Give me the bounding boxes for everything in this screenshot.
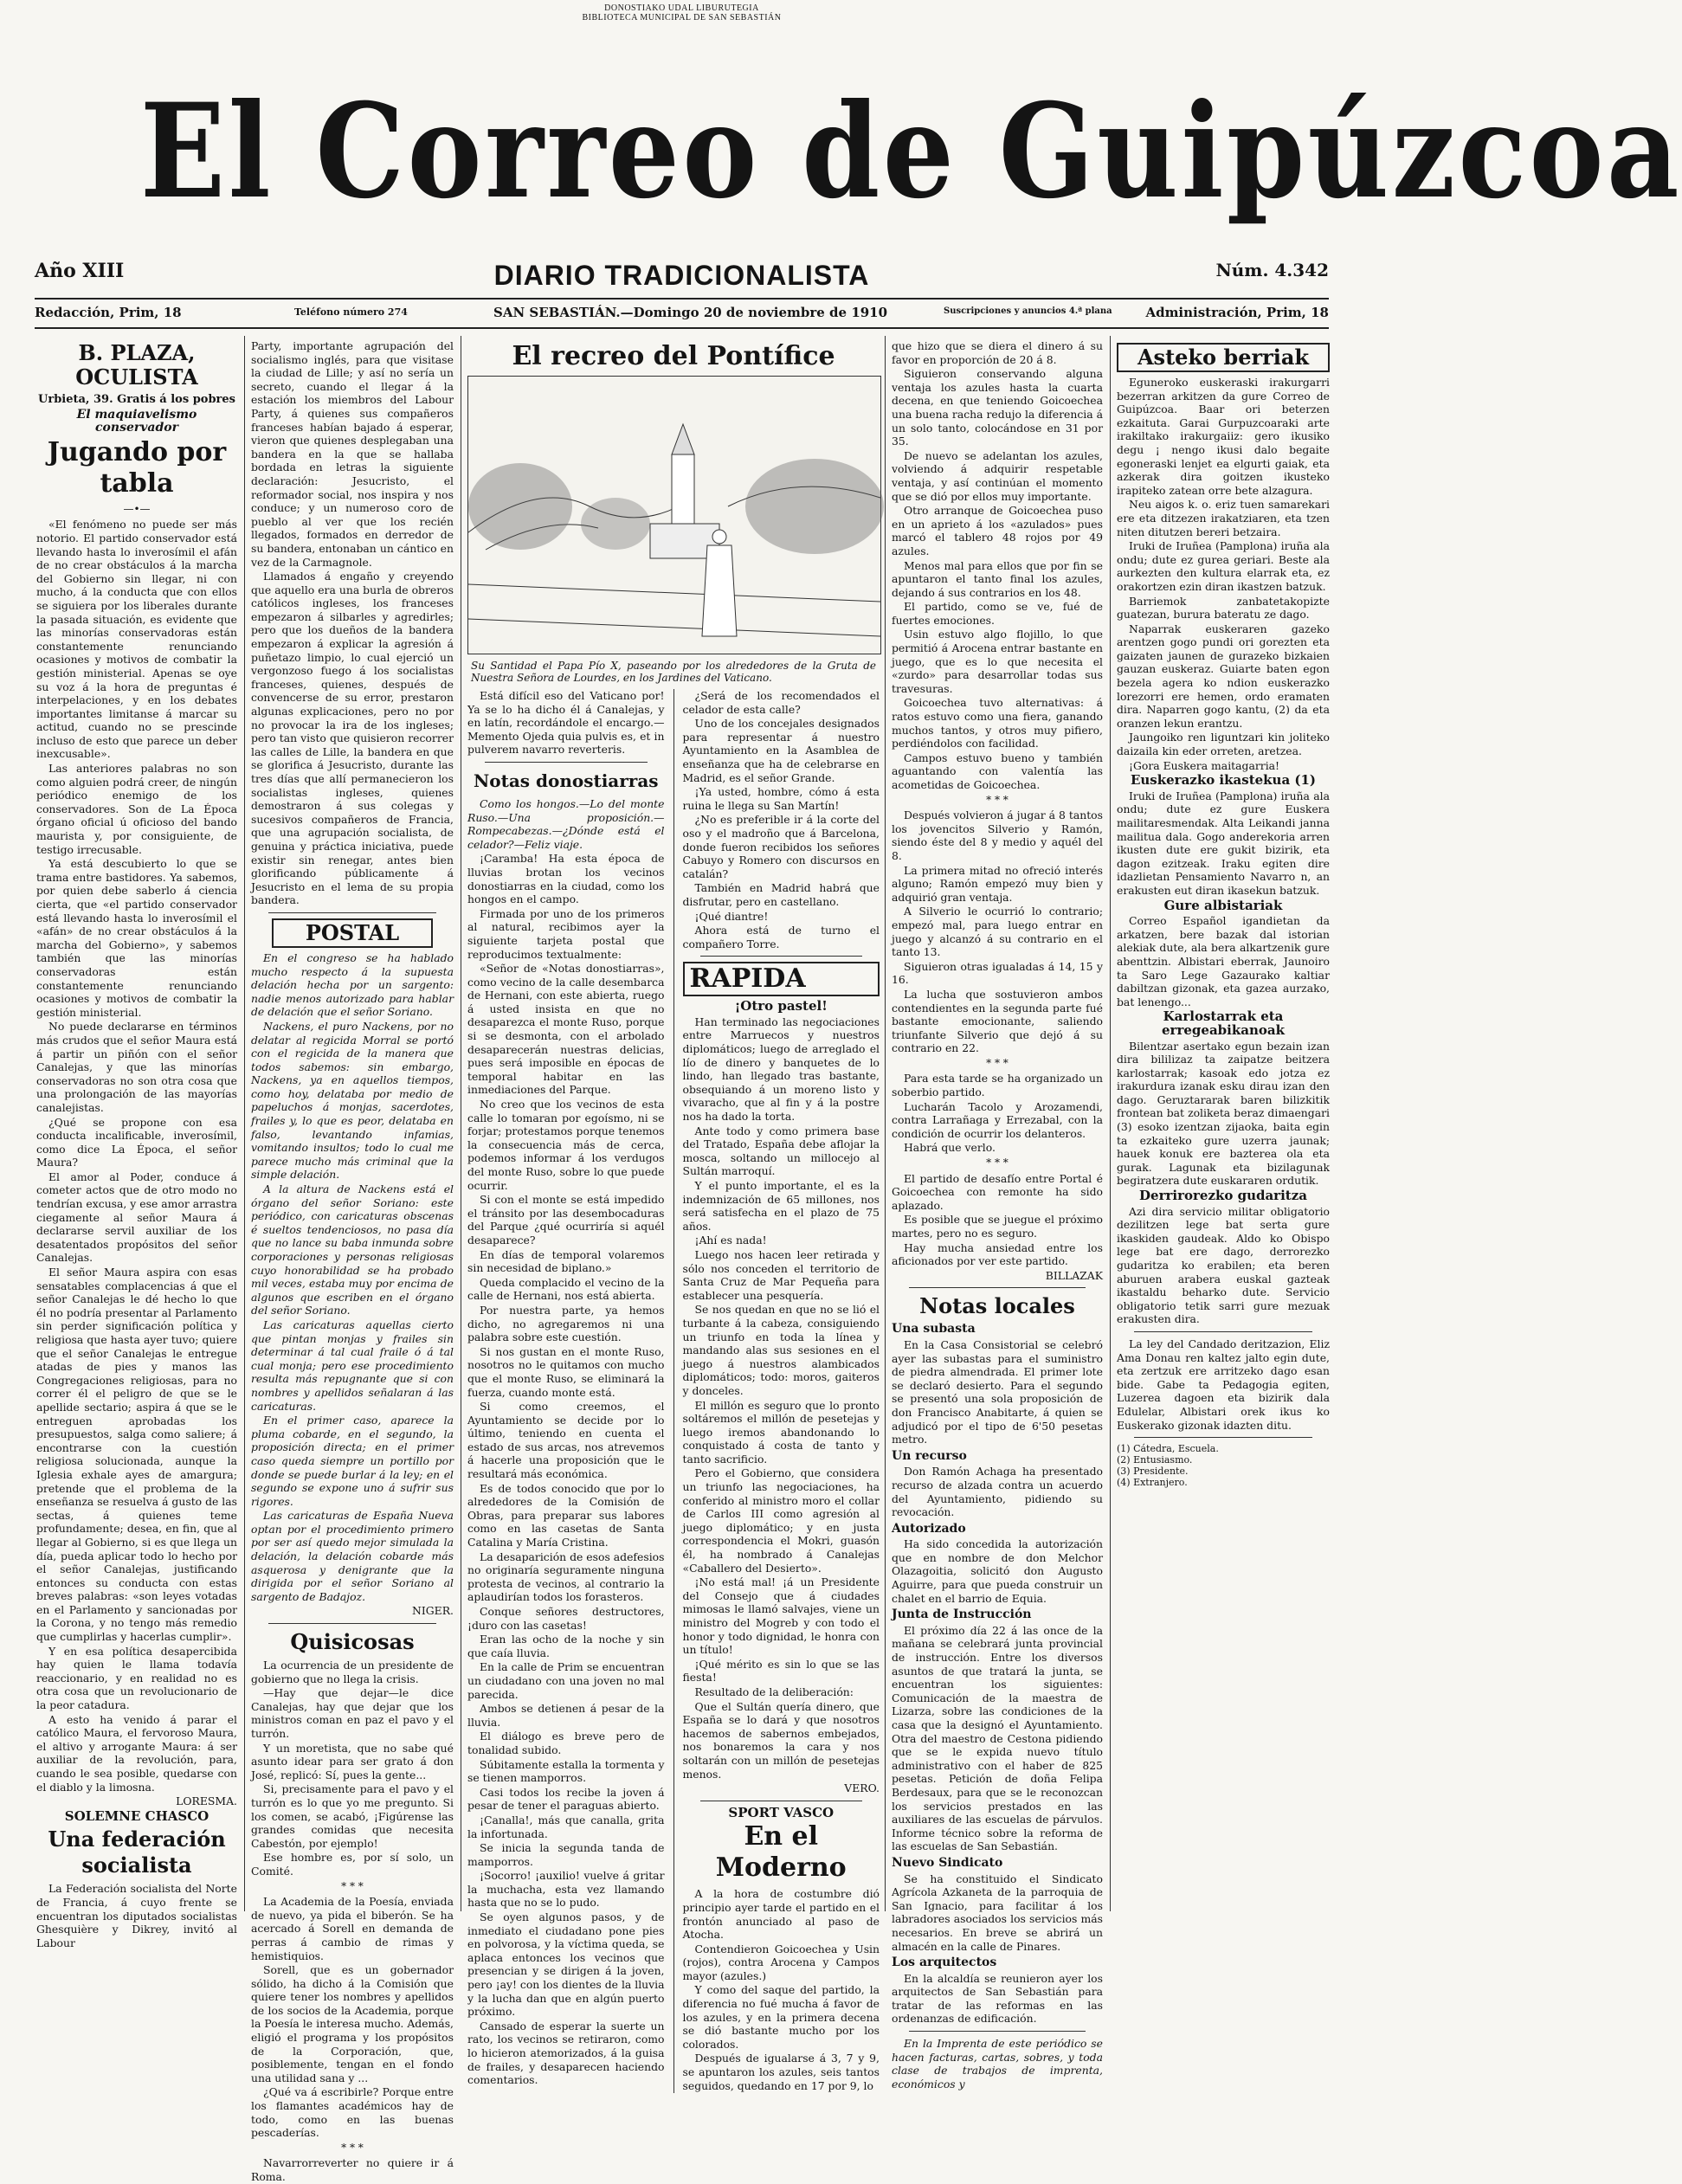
pope-illustration <box>467 376 881 654</box>
paragraph: Está difícil eso del Vaticano por! Ya se lo ha dicho él á Canalejas, y en latín, recordándole el encargo.—Memento Ojeda quia pulvis es, et in pulverem navarro reverteris. <box>467 689 665 757</box>
signature: VERO. <box>844 1781 880 1795</box>
paragraph: La lucha que sostuvieron ambos contendientes en la segunda parte fué bastante emocionante, saliendo triunfante Silverio que dejó á su contrario en 22. <box>892 987 1103 1055</box>
paragraph: Naparrak euskeraren gazeko arentzen gogo pundi ori gorezten eta gaizaten jaunen de gurazeko bizkaien gauzan euskeraz. Guiarte baten egon bezela agera ko ndion euskerazko lorezorri ere hemen, ordo eramaten dira. Naparren gogo kantu, (2) da eta oranzen lekun erantzu. <box>1117 622 1330 730</box>
paragraph: El próximo día 22 á las once de la mañana se celebrará junta provincial de instrucción. Entre los diversos asuntos de que tratará la junta, se encuentran los siguientes: Comunicación de la maestra de Lizarza, sobre las condiciones de la casa que la designó el Ayuntamiento. Otra del maestro de Cestona pidiendo que se le expida nuevo título administrativo con el haber de 825 pesetas. Petición de doña Felipa Berdesaux, para que se le reconozcan los servicios prestados en las auxiliares de las escuelas de párvulos. Informe técnico sobre la reforma de las escuelas de San Sebastián. <box>892 1623 1103 1853</box>
paragraph: ¿Será de los recomendados el celador de esta calle? <box>682 689 880 716</box>
rapida-subheading: ¡Otro pastel! <box>734 998 828 1015</box>
column-3-left <box>467 689 665 2093</box>
signature: NIGER. <box>412 1604 454 1618</box>
paragraph: Contendieron Goicoechea y Usin (rojos), contra Arocena y Campos mayor (azules.) <box>682 1942 880 1982</box>
ornament: * * * <box>341 1879 364 1892</box>
paragraph: En el primer caso, aparece la pluma cobarde, en el segundo, la proposición directa; en el primer caso queda siempre un portillo por donde se puede burlar á la ley; en el segundo se expone uno á sufrir sus rigores. <box>251 1414 454 1508</box>
column-3-split <box>467 689 880 2093</box>
separator <box>485 762 648 763</box>
paragraph: Llamados á engaño y creyendo que aquello era una burla de obreros católicos ingleses, los franceses empezaron á silbarles y agredirles; pero que los dueños de la bandera empezaron á explicar la agresión á puñetazo limpio, lo cual ejerció un vergonzoso fuego á los socialistas franceses, quienes, después de convencerse de su error, prestaron algunas explicaciones, pero no por no provocar la ira de los ingleses; pero tan visto que quisieron recorrer las calles de Lille, la bandera en que se glorifica á Jesucristo, durante las tres días que allí permanecieron los socialistas ingleses, quienes demostraron á sus colegas y sucesivos compañeros de Francia, que una agrupación socialista, de genuina y práctica iniciativa, puede existir sin renegar, antes bien glorificando públicamente á Jesucristo en el lema de su propia bandera. <box>251 570 454 907</box>
paragraph: Ya está descubierto lo que se trama entre bastidores. Ya sabemos, por quien debe saberlo á ciencia cierta, que «el partido conservador está llevando hasta lo inverosímil el «afán» de no crear obstáculos á la marcha del Gobierno», y sabemos también que las minorías conservadoras están constantemente renunciando ocasiones y motivos de combatir la gestión ministerial. <box>36 857 237 1019</box>
paragraph: Navarrorreverter no quiere ir á Roma. <box>251 2156 454 2183</box>
paragraph: Correo Español igandietan da arkatzen, bere bazak dal istorian alekiak dute, ala bera alkartzenik gure abenttzin. Albistari eberrak, Jaunoiro ta Saro Lege Gazaurako kaltiar dabiltzan gizonak, eta gazea aurzako, bat lenengo... <box>1117 914 1330 1008</box>
paragraph: En la alcaldía se reunieron ayer los arquitectos de San Sebastián para tratar de las reformas en las ordenanzas de edificación. <box>892 1971 1103 2026</box>
subheading: Derrirorezko gudaritza <box>1139 1188 1307 1204</box>
ornament: * * * <box>986 1156 1009 1169</box>
pontifice-heading: El recreo del Pontífice <box>512 341 835 371</box>
paragraph: No creo que los vecinos de esta calle lo tomaran por egoísmo, ni se forjar; protestamos porque tenemos la consecuencia más de cerca, podemos informar á los verdugos del monte Ruso, sobre lo que puede ocurrir. <box>467 1098 665 1192</box>
paragraph: Si con el monte se está impedido el tránsito por las desembocaduras del Parque ¿qué ocurriría si aquél desaparece? <box>467 1193 665 1247</box>
signature: BILLAZAK <box>1045 1268 1103 1282</box>
column-3 <box>467 339 880 2092</box>
rapida-heading: RAPIDA <box>683 962 880 996</box>
ornament: * * * <box>986 1056 1009 1069</box>
paragraph: Como los hongos.—Lo del monte Ruso.—Una proposición.—Rompecabezas.—¿Dónde está el celador?—Feliz viaje. <box>467 796 665 851</box>
item-title: Los arquitectos <box>892 1955 997 1970</box>
paragraph: Habrá que verlo. <box>904 1141 996 1155</box>
masthead-subline <box>35 260 1329 294</box>
paragraph: Y en esa política desapercibida hay quien le llama todavía reaccionario, y en realidad no es otra cosa que un revolucionario de la peor catadura. <box>36 1644 237 1712</box>
paragraph: La ley del Candado deritzazion, Eliz Ama Donau ren kaltez jalto egin dute, eta zertzuk ere arritzeko dago esan bide. Gabe ta Pedagogia egiten, Luzerea dagoen eta bizirik dala Edulelar, Albistari orek ikus ko Euskerako gizonak idazten ditu. <box>1117 1337 1330 1432</box>
paragraph: Ahora está de turno el compañero Torre. <box>682 924 880 950</box>
paragraph: ¿No es preferible ir á la corte del oso y el madroño que á Barcelona, donde fueron recibidos los señores Cabuyo y Romero con discursos en catalán? <box>682 813 880 880</box>
item-title: Nuevo Sindicato <box>892 1855 1003 1870</box>
paragraph: Las anteriores palabras no son como alguien podrá creer, de ningún periódico enemigo de los conservadores. Son de La Época órgano oficial ú oficioso del bando maurista y, por consiguiente, de testigo irrecusable. <box>36 762 237 856</box>
paragraph: Que el Sultán quería dinero, que España se lo dará y que nosotros hacemos de sabernos embejados, nos bonaremos la cara y nos soltarán con un millón de pesetejas menos. <box>682 1699 880 1781</box>
paragraph: Por nuestra parte, ya hemos dicho, no agregaremos ni una palabra sobre este cuestión. <box>467 1303 665 1344</box>
paragraph: Otro arranque de Goicoechea puso en un aprieto á los «azulados» pues marcó el tablero 48 rojos por 49 azules. <box>892 504 1103 557</box>
paragraph: Si como creemos, el Ayuntamiento se decide por lo último, teniendo en cuenta el estado de sus arcas, nos atrevemos á hacerle una proposición que le resultará más económica. <box>467 1400 665 1481</box>
paragraph: Jaungoiko ren liguntzari kin joliteko daizaila kin eder orreten, aretzea. <box>1117 731 1330 758</box>
separator <box>700 956 863 957</box>
paragraph: Ha sido concedida la autorización que en nombre de don Melchor Olazagoitia, solicitó don Augusto Aguirre, para que pueda construir un chalet en el barrio de Equia. <box>892 1537 1103 1605</box>
archive-line-2: BIBLIOTECA MUNICIPAL DE SAN SEBASTIÁN <box>582 13 782 23</box>
paragraph: El millón es seguro que lo pronto soltáremos el millón de pesetejas y luego iremos abandonando lo conquistado á costa de tanto y tanto sacrificio. <box>682 1398 880 1466</box>
paragraph: La desaparición de esos adefesios no originaría seguramente ninguna protesta de vecinos, al contrario la aplaudirían todos los forasteros. <box>467 1549 665 1604</box>
paragraph: Don Ramón Achaga ha presentado recurso de alzada contra un acuerdo del Ayuntamiento, pidiendo su revocación. <box>892 1465 1103 1519</box>
footnote: (2) Entusiasmo. <box>1117 1454 1193 1466</box>
redaccion: Redacción, Prim, 18 <box>35 305 182 320</box>
column-rule <box>1110 336 1111 1911</box>
issue-number: Núm. 4.342 <box>1215 260 1329 280</box>
paragraph: ¡Caramba! Ha esta época de lluvias brotan los vecinos donostiarras en la ciudad, como los hongos en el campo. <box>467 852 665 906</box>
paragraph: ¡No está mal! ¡á un Presidente del Consejo que á ciudades mimosas le llamó salvajes, viene un ministro del Mogreb y con todo el honor y todo dignidad, le honra con un título! <box>682 1575 880 1657</box>
paragraph: El diálogo es breve pero de tonalidad subido. <box>467 1730 665 1756</box>
column-2 <box>251 339 454 2183</box>
paragraph: —Hay que dejar—le dice Canalejas, hay que dejar que los ministros coman en paz el pavo y el turrón. <box>251 1686 454 1740</box>
paragraph: Para esta tarde se ha organizado un soberbio partido. <box>892 1072 1103 1099</box>
paragraph: ¡Qué diantre! <box>694 909 769 923</box>
footnote: (4) Extranjero. <box>1117 1477 1188 1489</box>
paragraph: Ante todo y como primera base del Tratado, España debe aflojar la mosca, soltando un millocejo al Sultán marroquí. <box>682 1124 880 1178</box>
paragraph: No puede declararse en términos más crudos que el señor Maura está á partir un piñón con el señor Canalejas, y que las minorías conservadoras no son otra cosa que una prolongación de las mayorías canalejistas. <box>36 1020 237 1114</box>
ornament: * * * <box>986 793 1009 806</box>
paragraph: que hizo que se diera el dinero á su favor en proporción de 20 á 8. <box>892 339 1103 366</box>
paragraph: Cansado de esperar la suerte un rato, los vecinos se retiraron, como lo hicieron atemorizados, á la guisa de frailes, y desaparecen haciendo comentarios. <box>467 2019 665 2087</box>
section-kicker: SOLEMNE CHASCO <box>64 1807 209 1824</box>
paragraph: Barriemok zanbatetakopizte guatezan, burura bateratu ze dago. <box>1117 594 1330 622</box>
paragraph: Eguneroko euskeraski irakurgarri bezerran arkitzen da gure Correo de Guipúzcoa. Baar ori beterzen ezkaituta. Garai Gurpuzcoaraki arte irakiltako irakurgaiiz: gero ikusiko degu ¡ nengo ikusi dalo begaite egoneraski lenjet ea elgurti gaiak, eta azkerak dira goitzen ikusteko irapiteko zatean orre bete alzagura. <box>1117 376 1330 497</box>
paragraph: ¡Socorro! ¡auxilio! vuelve á gritar la muchacha, esta vez llamando hasta que no se lo pudo. <box>467 1869 665 1910</box>
subtitle: DIARIO TRADICIONALISTA <box>493 260 870 291</box>
notas-locales-heading: Notas locales <box>919 1293 1075 1319</box>
paragraph: Si, precisamente para el pavo y el turrón es lo que yo me pregunto. Si los comen, se acabó, ¡Figúrense las grandes comidas que necesita Cabestón, por ejemplo! <box>251 1782 454 1850</box>
dateline: SAN SEBASTIÁN.—Domingo 20 de noviembre de 1910 <box>493 305 888 320</box>
paragraph: Después de igualarse á 3, 7 y 9, se apuntaron los azules, seis tantos seguidos, quedando en 17 por 9, lo <box>682 2052 880 2092</box>
paragraph: Y como del saque del partido, la diferencia no fué mucha á favor de los azules, y en la primera decena se dió bastante mucho por los colorados. <box>682 1983 880 2051</box>
footnote: (1) Cátedra, Escuela. <box>1117 1443 1219 1455</box>
paragraph: En el congreso se ha hablado mucho respecto á la supuesta delación hecha por un sargento: nadie menos autorizado para hablar de delación que el señor Soriano. <box>251 950 454 1019</box>
asteko-heading: Asteko berriak <box>1117 343 1330 372</box>
footnote: (3) Presidente. <box>1117 1466 1189 1478</box>
paragraph: En días de temporal volaremos sin necesidad de biplano.» <box>467 1247 665 1275</box>
paragraph: Siguieron otras igualadas á 14, 15 y 16. <box>892 959 1103 987</box>
archive-line-1: DONOSTIAKO UDAL LIBURUTEGIA <box>604 3 759 13</box>
paragraph: «El fenómeno no puede ser más notorio. El partido conservador está llevando hasta lo inverosímil el afán de no crear obstáculos á la marcha del Gobierno sin llegar, ni con mucho, á la conducta que con ellos se siguiera por los liberales durante la pasada situación, es evidente que las minorías conservadoras están constantemente renunciando ocasiones y motivos de combatir la gestión ministerial. Apenas se oye su voz á la hora de preguntas é interpelaciones, y en los debates importantes limitanse á marcar su actitud, cuando no se prescinde incluso de esto que parece un deber inexcusable». <box>36 518 237 761</box>
subheading: Gure albistariak <box>1163 897 1283 913</box>
info-rule <box>35 327 1329 329</box>
paragraph: La Federación socialista del Norte de Francia, á cuyo frente se encuentran los diputados socialistas Ghesquière y Dikrey, invitó al Labour <box>36 1882 237 1949</box>
paragraph: Iruki de Iruñea (Pamplona) iruña ala ondu; dute ez gurea geriari. Beste ala aurkezten den kultura elarrak eta, ez orakortzen ezin diran ikastzen batzuk. <box>1117 539 1330 593</box>
item-title: Un recurso <box>892 1448 967 1463</box>
ornament: * * * <box>341 2141 364 2154</box>
paragraph: La ocurrencia de un presidente de gobierno que no llega la crisis. <box>251 1659 454 1685</box>
paragraph: Campos estuvo bueno y también aguantando con valentía las acometidas de Goicoechea. <box>892 751 1103 791</box>
paragraph: A esto ha venido á parar el católico Maura, el fervoroso Maura, el altivo y arrogante Maura: á ser auxiliar de la revolución, para, cuando le sea posible, quedarse con el diablo y la limosna. <box>36 1712 237 1794</box>
paragraph: Se nos quedan en que no se lió el turbante á la cabeza, consiguiendo un triunfo en toda la línea y mandando alas sus sesiones en el juego á nuestros alambicados diplomáticos; todo: moros, gaiteros y donceles. <box>682 1303 880 1397</box>
paragraph: En la Imprenta de este periódico se hacen facturas, cartas, sobres, y toda clase de trabajos de imprenta, económicos y <box>892 2037 1103 2091</box>
paragraph: Conque señores destructores, ¡duro con las casetas! <box>467 1605 665 1632</box>
column-4 <box>892 339 1103 2091</box>
paragraph: Las caricaturas de España Nueva optan por el procedimiento primero por ser así quedo mejor simulada la delación, la delación cobarde más asquerosa y denigrante que la dirigida por el señor Soriano al sargento de Badajoz. <box>251 1509 454 1603</box>
paragraph: A la altura de Nackens está el órgano del señor Soriano: este periódico, con caricaturas obscenas é sueltos tendenciosos, no pasa día que no lance su baba inmunda sobre corporaciones y personas religiosas cuyo honorabilidad se ha probado mil veces, estaba muy por encima de algunos que escriben en el órgano del señor Soriano. <box>251 1182 454 1317</box>
paragraph: El partido, como se ve, fué de fuertes emociones. <box>892 600 1103 627</box>
paragraph: Resultado de la deliberación: <box>694 1685 854 1698</box>
item-title: Una subasta <box>892 1322 976 1337</box>
paragraph: Neu aigos k. o. eriz tuen samarekari ere eta ditzezen irakatziaren, eta tzen niten ditutzen bereri betzaira. <box>1117 498 1330 538</box>
paragraph: Siguieron conservando alguna ventaja los azules hasta la cuarta decena, en que teniendo Goicoechea una buena racha redujo la diferencia á un solo tanto, colocándose en 31 por 35. <box>892 367 1103 448</box>
paragraph: Sorell, que es un gobernador sólido, ha dicho á la Comisión que quiere tener los nombres y apellidos de los socios de la Academia, porque la Poesía le interesa mucho. Además, eligió el programa y los propósitos de la Corporación, que, posiblemente, tengan en el fondo una utilidad sana y ... <box>251 1963 454 2084</box>
info-bar <box>35 303 1329 325</box>
subheading: Karlostarrak eta erregeabikanoak <box>1162 1008 1285 1038</box>
paragraph: La primera mitad no ofreció interés alguno; Ramón empezó muy bien y adquirió gran ventaja. <box>892 863 1103 904</box>
paragraph: La Academia de la Poesía, enviada de nuevo, ya pida el biberón. Se ha acercado á Sorell en demanda de perras á cambio de rimas y hemistiquios. <box>251 1895 454 1962</box>
paragraph: Las caricaturas aquellas cierto que pintan monjas y frailes sin determinar á tal cual fraile ó á tal cual monja; pero ese procedimiento resulta más repugnante que si con nombres y apellidos señalaran á las caricaturas. <box>251 1317 454 1413</box>
paragraph: Lucharán Tacolo y Arozamendi, contra Larrañaga y Errezabal, con la condición de ocurrir los delanteros. <box>892 1099 1103 1140</box>
paragraph: En la calle de Prim se encuentran un ciudadano con una joven no mal parecida. <box>467 1660 665 1701</box>
paragraph: Se oyen algunos pasos, y de inmediato el ciudadano pone pies en polvorosa, y la víctima queda, se aplaca entonces los vecinos que presencian y se dirigen á la joven, pero ¡ay! con los dientes de la lluvia y la lucha dan que en algún puerto próximo. <box>467 1910 665 2019</box>
paragraph: ¡Gora Euskera maitagarria! <box>1129 758 1280 772</box>
year-label: Año XIII <box>35 260 125 282</box>
paragraph: El amor al Poder, conduce á cometer actos que de otro modo no tendrían excusa, y ese amor arrastra ciegamente al señor Maura á declararse servil auxiliar de los desatentados propósitos del señor Canalejas. <box>36 1169 237 1265</box>
suscripciones: Suscripciones y anuncios 4.ª plana <box>944 306 1112 316</box>
paragraph: El partido de desafío entre Portal é Goicoechea con remonte ha sido aplazado. <box>892 1171 1103 1212</box>
paragraph: Nackens, el puro Nackens, por no delatar al regicida Morral se portó con el regicida de la manera que todos sabemos: sin embargo, Nackens, ya en aquellos tiempos, como hoy, delataba por medio de papeluchos á monjas, sacerdotes, frailes y, lo que es peor, delataba en falso, levantando infamias, vomitando insultos; todo lo cual me parece mucho más criminal que la simple delación. <box>251 1019 454 1182</box>
paragraph: Queda complacido el vecino de la calle de Hernani, nos está abierta. <box>467 1275 665 1303</box>
paragraph: De nuevo se adelantan los azules, volviendo á adquirir respetable ventaja, y así continúan el momento que se dió por ellos muy importante. <box>892 448 1103 503</box>
archive-stamp <box>0 3 1363 23</box>
item-title: Junta de Instrucción <box>892 1607 1032 1622</box>
column-rule <box>244 336 245 1911</box>
paragraph: Han terminado las negociaciones entre Marruecos y nuestros diplomáticos; luego de arreglado el lío de dinero y banquetes de lo lindo, han llegado tras bastante, obsequiando á un moreno listo y vivaracho, que al fin y á la postre nos ha dado la torta. <box>682 1015 880 1124</box>
inner-rule <box>673 689 674 2093</box>
paragraph: A la hora de costumbre dió principio ayer tarde el partido en el frontón anunciado al paso de Atocha. <box>682 1887 880 1942</box>
moderno-heading: En el Moderno <box>715 1821 847 1884</box>
paragraph: Bilentzar asertako egun bezain izan dira bililizaz ta zaipatze beitzera karlostarrak; kasoak edo jotza ez irakurdura izanak esku dirau izan den dago. Geruztararak baren bilizkitik frontean bat zoliketa beraz dimaengari (3) esoko izentzan zijaoka, baita egin ta ezkaiteko gure uzerra jaunak; hauek konuk ere bazterea ola eta gurak. Lagunak eta bizilagunak begiratzera dute euskararen ordutik. <box>1117 1039 1330 1188</box>
top-rule <box>35 298 1329 300</box>
quisicosas-heading: Quisicosas <box>290 1629 415 1655</box>
column-1 <box>36 339 237 1949</box>
postal-heading: POSTAL <box>272 918 433 948</box>
separator <box>909 1287 1086 1288</box>
paragraph: Se ha constituido el Sindicato Agrícola Azkaneta de la parroquia de San Ignacio, para facilitar á los labradores asociados los servicios más necesarios. En breve se abrirá un almacén en la calle de Pinares. <box>892 1872 1103 1953</box>
paragraph: Pero el Gobierno, que considera un triunfo las negociaciones, ha conferido al ministro moro el collar de Carlos III como agresión al juego diplomático; y en justa correspondencia el Mokri, guasón él, ha nombrado á Canalejas «Caballero del Desierto». <box>682 1466 880 1575</box>
separator <box>268 1623 436 1624</box>
column-rule <box>885 336 886 1911</box>
headline: Jugando por tabla <box>47 436 227 499</box>
telefono: Teléfono número 274 <box>294 306 408 318</box>
separator <box>268 912 436 913</box>
notas-heading: Notas donostiarras <box>473 770 659 791</box>
paragraph: ¡Ahí es nada! <box>694 1234 767 1247</box>
headline-2: Una federación socialista <box>48 1826 226 1878</box>
paragraph: El señor Maura aspira con esas sensatables complacencias á que el señor Canalejas le dé hecho lo que él no podría presentar al Parlamento sin perder significación política y religiosa que hasta ayer tuvo; quiere que el señor Canalejas le entregue atadas de pies y manos las Congregaciones religiosas, para no correr él el peligro de que se le apellide sectario; aspira á que se le entreguen aprobadas los presupuestos, salga como saliere; á encontrarse con la cuestión religiosa solucionada, aunque la Iglesia exhale ayes de amargura; pretende que el problema de la enseñanza se resuelva á gusto de las sectas, á quienes teme profundamente; desea, en fin, que al llegar al Gobierno, si es que llega un día, pueda aplicar todo lo hecho por el señor Canalejas, justificando entonces su conducta con estas breves palabras: «son leyes votadas en el Parlamento y sancionadas por la Corona, y no tengo más remedio que cumplirlas y hacerlas cumplir». <box>36 1266 237 1644</box>
paragraph: ¿Qué va á escribirle? Porque entre los flamantes académicos hay de todo, como en las buenas pescaderías. <box>251 2085 454 2140</box>
paragraph: Azi dira servicio militar obligatorio dezilitzen lege bat serta gure ikaskiden gaudeak. Aldo ko Obispo lege bat ere dago, derrorezko gudaritza ko erabilen; eta beren aburuen arabera euskal gazteak ikastaldu beharko dute. Servicio obligatorio tetik sarri gure mezuak erakusten dira. <box>1117 1204 1330 1326</box>
paragraph: Ese hombre es, por sí solo, un Comité. <box>251 1851 454 1878</box>
separator <box>1134 1437 1312 1438</box>
sport-kicker: SPORT VASCO <box>728 1804 835 1820</box>
illustration-caption: Su Santidad el Papa Pío X, paseando por los alrededores de la Gruta de Nuestra Señora de Lourdes, en los Jardines del Vaticano. <box>471 660 876 684</box>
paragraph: En la Casa Consistorial se celebró ayer las subastas para el suministro de piedra almendrada. El primer lote se declaró desierto. Para el segundo se presentó una sola proposición de don Francisco Anabitarte, á quien se adjudicó por el tipo de 6'50 pesetas metro. <box>892 1337 1103 1446</box>
paragraph: Usin estuvo algo flojillo, lo que permitió á Arocena entrar bastante en juego, que es lo que necesita el «zurdo» para desarrollar todas sus travesuras. <box>892 628 1103 695</box>
paragraph: Casi todos los recibe la joven á pesar de tener el paraguas abierto. <box>467 1785 665 1813</box>
paragraph: Es posible que se juegue el próximo martes, pero no es seguro. <box>892 1213 1103 1240</box>
kicker: El maquiavelismo conservador <box>76 407 197 435</box>
paragraph: Y un moretista, que no sabe qué asunto idear para ser grato á don José, replicó: Sí, pues la gente... <box>251 1741 454 1781</box>
paragraph: ¡Qué mérito es sin lo que se las fiesta! <box>682 1657 880 1685</box>
signature: LORESMA. <box>176 1794 237 1808</box>
masthead <box>52 43 1682 260</box>
paragraph: ¿Qué se propone con esa conducta incalificable, inverosímil, como dice La Época, el señor Maura? <box>36 1115 237 1169</box>
paragraph: Goicoechea tuvo alternativas: á ratos estuvo como una fiera, ganando muchos tantos, y otros muy pifiero, perdiéndolos con facilidad. <box>892 696 1103 751</box>
pope-garden-image <box>468 377 880 654</box>
paragraph: Ambos se detienen á pesar de la lluvia. <box>467 1702 665 1729</box>
ad-title: B. PLAZA, OCULISTA <box>75 340 198 390</box>
paragraph: Se inicia la segunda tanda de mamporros. <box>467 1841 665 1868</box>
paragraph: «Señor de «Notas donostiarras», como vecino de la calle desembarca de Hernani, con este abierta, ruego á usted insista en que no desaparezca el monte Ruso, porque si se desmonta, con el arbolado desaparecerán nuestras delicias, pues será imposible en épocas de temporal habitar en las inmediaciones del Parque. <box>467 962 665 1097</box>
paragraph: Hay mucha ansiedad entre los aficionados por ver este partido. <box>892 1240 1103 1268</box>
paragraph: Luego nos hacen leer retirada y sólo nos conceden el territorio de Santa Cruz de Mar Pequeña para establecer una pesquería. <box>682 1247 880 1302</box>
paragraph: Iruki de Iruñea (Pamplona) iruña ala ondu; dute ez gure Euskera mailitaresmendak. Alta Leikandi janna mailitua dala. Gogo anderekoria arren ikusten dute ere gukit bizirik, eta dagon ezitzeak. Iraku egiten dire idazlietan Pensamiento Navarro n, an erakusten eut diran ikasekun batzuk. <box>1117 789 1330 897</box>
paragraph: Eran las ocho de la noche y sin que caía lluvia. <box>467 1633 665 1659</box>
paragraph: Y el punto importante, el es la indemnización de 65 millones, nos será satisfecha en el plazo de 75 años. <box>682 1179 880 1233</box>
column-3-right <box>683 689 880 2093</box>
paragraph: Party, importante agrupación del socialismo inglés, para que visitase la ciudad de Lille; y así no sería un secreto, cuando el llegar á la estación los miembros del Labour Party, á quienes sus compañeros franceses habían bajado á esperar, vieron que quienes desplegaban una bandera en la que se hallaba bordada en letras la siguiente declaración: Jesucristo, el reformador social, nos inspira y nos conduce; y un numeroso coro de pueblo al ver que los recién llegados, formados en derredor de su bandera, entonaban un cántico en vez de la Carmagnole. <box>251 339 454 569</box>
ornament: —•— <box>123 502 151 515</box>
paragraph: También en Madrid habrá que disfrutar, pero en castellano. <box>682 881 880 908</box>
paragraph: A Silverio le ocurrió lo contrario; empezó mal, para luego entrar en juego y alcanzó á su contrario en el tanto 13. <box>892 905 1103 959</box>
paragraph: Después volvieron á jugar á 8 tantos los jovencitos Silverio y Ramón, siendo éste del 8 y medio y aquél del 8. <box>892 809 1103 862</box>
administracion: Administración, Prim, 18 <box>1145 305 1329 320</box>
paragraph: ¡Ya usted, hombre, cómo á esta ruina le llega su San Martín! <box>682 785 880 812</box>
paragraph: Si nos gustan en el monte Ruso, nosotros no le quitamos con mucho que el monte Ruso, se eliminará la fuerza, cuando monte está. <box>467 1344 665 1399</box>
paragraph: Firmada por uno de los primeros al natural, recibimos ayer la siguiente tarjeta postal que reproducimos textualmente: <box>467 906 665 961</box>
paragraph: ¡Canalla!, más que canalla, grita la infortunada. <box>467 1813 665 1840</box>
paragraph: Súbitamente estalla la tormenta y se tienen mamporros. <box>467 1757 665 1785</box>
paragraph: Uno de los concejales designados para representar á nuestro Ayuntamiento en la Asamblea de enseñanza que ha de celebrarse en Madrid, es el señor Grande. <box>682 717 880 784</box>
item-title: Autorizado <box>892 1521 966 1536</box>
paragraph: Es de todos conocido que por lo alrededores de la Comisión de Obras, para preparar sus labores como en las casetas de Santa Catalina y María Cristina. <box>467 1481 665 1549</box>
newspaper-title: El Correo de Guipúzcoa <box>139 75 1682 228</box>
subheading: Euskerazko ikastekua (1) <box>1130 772 1317 789</box>
column-5 <box>1117 339 1330 1910</box>
separator <box>1134 1331 1312 1332</box>
ad-text: Urbieta, 39. Gratis á los pobres <box>38 393 235 406</box>
separator <box>909 2031 1086 2032</box>
paragraph: Menos mal para ellos que por fin se apuntaron el tanto final los azules, dejando á sus contrarios en los 48. <box>892 558 1103 599</box>
